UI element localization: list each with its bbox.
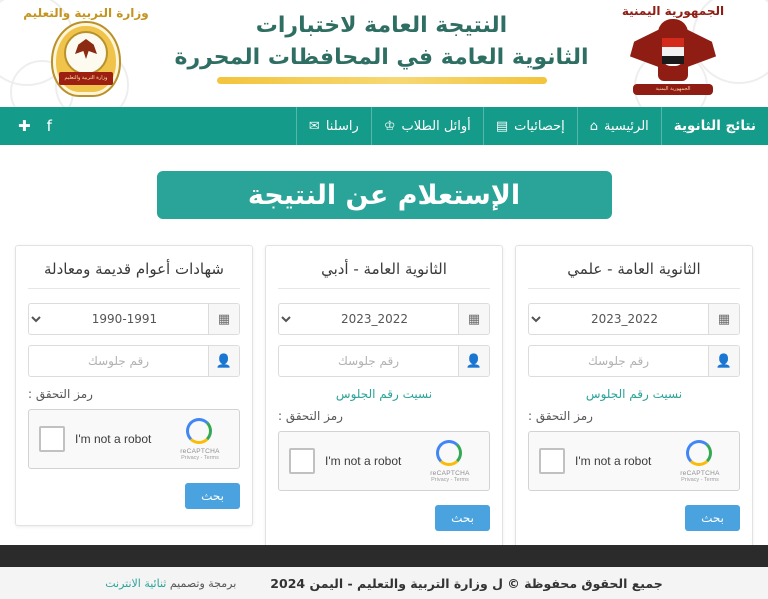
recaptcha-brand-scientific [671, 440, 729, 483]
submit-row-old [28, 483, 240, 509]
twitter-icon[interactable]: ✚ [18, 117, 31, 135]
seat-number-input-scientific[interactable] [529, 346, 708, 376]
seat-field-literary[interactable] [278, 345, 490, 377]
footer-credit-prefix: برمجة وتصميم [166, 576, 237, 590]
calendar-icon: ▦ [458, 304, 489, 334]
nav-spacer [70, 107, 296, 145]
captcha-label-literary: رمز التحقق : [278, 409, 343, 423]
captcha-text-scientific: I'm not a robot [575, 454, 652, 468]
nav-item-home[interactable] [577, 107, 661, 145]
result-query-forms [0, 245, 768, 548]
form-card-old-certificates-title: شهادات أعوام قديمة ومعادلة [28, 260, 240, 289]
form-card-literary [265, 245, 503, 548]
user-icon: 👤 [208, 346, 239, 376]
year-select-old[interactable] [29, 304, 208, 334]
site-footer [0, 567, 768, 599]
footer-credit-brand[interactable]: ثنائية الانترنت [105, 576, 167, 590]
page-title [160, 10, 603, 84]
main-navigation [0, 107, 768, 145]
year-select-scientific[interactable] [529, 304, 708, 334]
footer-copyright: جميع الحقوق محفوظة © ل وزارة التربية والتعليم - اليمن 2024 [270, 575, 663, 591]
banner-wrapper [0, 171, 768, 219]
captcha-checkbox-literary[interactable] [289, 448, 315, 474]
form-card-scientific-title: الثانوية العامة - علمي [528, 260, 740, 289]
form-card-scientific [515, 245, 753, 548]
nav-item-contact-label: راسلنا [325, 118, 359, 134]
submit-row-literary [278, 505, 490, 531]
form-card-old-certificates [15, 245, 253, 526]
search-button-literary[interactable]: بحث [435, 505, 490, 531]
captcha-widget-scientific[interactable] [528, 431, 740, 491]
nav-brand-label: نتائج الثانوية [673, 118, 756, 134]
captcha-label-old: رمز التحقق : [28, 387, 93, 401]
social-links [0, 107, 70, 145]
seat-number-input-old[interactable] [29, 346, 208, 376]
footer-dark-bar [0, 545, 768, 567]
recaptcha-links-old: Privacy - Terms [181, 454, 219, 461]
nav-item-top-students[interactable] [371, 107, 483, 145]
recaptcha-brand-old [171, 418, 229, 461]
year-select-literary[interactable] [279, 304, 458, 334]
seat-field-old[interactable] [28, 345, 240, 377]
year-field-old[interactable] [28, 303, 240, 335]
nav-item-statistics-label: إحصائيات [514, 118, 565, 134]
site-header [0, 0, 768, 107]
ministry-emblem [22, 6, 150, 97]
recaptcha-links-scientific: Privacy - Terms [681, 476, 719, 483]
forgot-seat-link-scientific[interactable]: نسيت رقم الجلوس [585, 387, 683, 401]
recaptcha-logo-icon [686, 440, 714, 468]
submit-row-scientific [528, 505, 740, 531]
year-field-scientific[interactable] [528, 303, 740, 335]
trophy-icon: ♔ [383, 118, 396, 134]
nav-item-statistics[interactable] [483, 107, 577, 145]
search-button-scientific[interactable]: بحث [685, 505, 740, 531]
captcha-text-literary: I'm not a robot [325, 454, 402, 468]
captcha-widget-old[interactable] [28, 409, 240, 469]
title-line-2: الثانوية العامة في المحافظات المحررة [174, 44, 589, 70]
page-heading-banner: الإستعلام عن النتيجة [157, 171, 612, 219]
calendar-icon: ▦ [208, 304, 239, 334]
search-button-old[interactable]: بحث [185, 483, 240, 509]
facebook-icon[interactable]: f [46, 117, 52, 135]
calendar-icon: ▦ [708, 304, 739, 334]
captcha-checkbox-old[interactable] [39, 426, 65, 452]
republic-emblem [598, 4, 748, 95]
footer-credit [105, 577, 236, 590]
nav-item-contact[interactable] [296, 107, 371, 145]
recaptcha-links-literary: Privacy - Terms [431, 476, 469, 483]
ministry-shield-icon [51, 21, 121, 97]
title-underline [217, 77, 547, 84]
recaptcha-brand-literary [421, 440, 479, 483]
mail-icon: ✉ [308, 118, 320, 134]
recaptcha-logo-icon [186, 418, 214, 446]
ministry-label: وزارة التربية والتعليم [23, 6, 149, 20]
recaptcha-name-old: reCAPTCHA [180, 447, 220, 455]
recaptcha-name-literary: reCAPTCHA [430, 469, 470, 477]
form-card-literary-title: الثانوية العامة - أدبي [278, 260, 490, 289]
captcha-checkbox-scientific[interactable] [539, 448, 565, 474]
recaptcha-name-scientific: reCAPTCHA [680, 469, 720, 477]
seat-field-scientific[interactable] [528, 345, 740, 377]
user-icon: 👤 [458, 346, 489, 376]
republic-ribbon-text: الجمهورية اليمنية [633, 84, 713, 95]
captcha-text-old: I'm not a robot [75, 432, 152, 446]
nav-brand[interactable] [661, 107, 768, 145]
recaptcha-logo-icon [436, 440, 464, 468]
year-field-literary[interactable] [278, 303, 490, 335]
chart-icon: ▤ [495, 118, 509, 134]
user-icon: 👤 [708, 346, 739, 376]
nav-item-home-label: الرئيسية [604, 118, 649, 134]
seat-number-input-literary[interactable] [279, 346, 458, 376]
title-line-1: النتيجة العامة لاختبارات [255, 13, 508, 38]
forgot-seat-link-literary[interactable]: نسيت رقم الجلوس [335, 387, 433, 401]
ministry-ribbon-text: وزارة التربية والتعليم [59, 72, 113, 85]
yemen-eagle-icon [630, 19, 716, 95]
nav-item-top-students-label: أوائل الطلاب [401, 118, 471, 134]
captcha-label-scientific: رمز التحقق : [528, 409, 593, 423]
republic-label: الجمهورية اليمنية [621, 4, 725, 18]
home-icon: ⌂ [589, 118, 598, 134]
captcha-widget-literary[interactable] [278, 431, 490, 491]
